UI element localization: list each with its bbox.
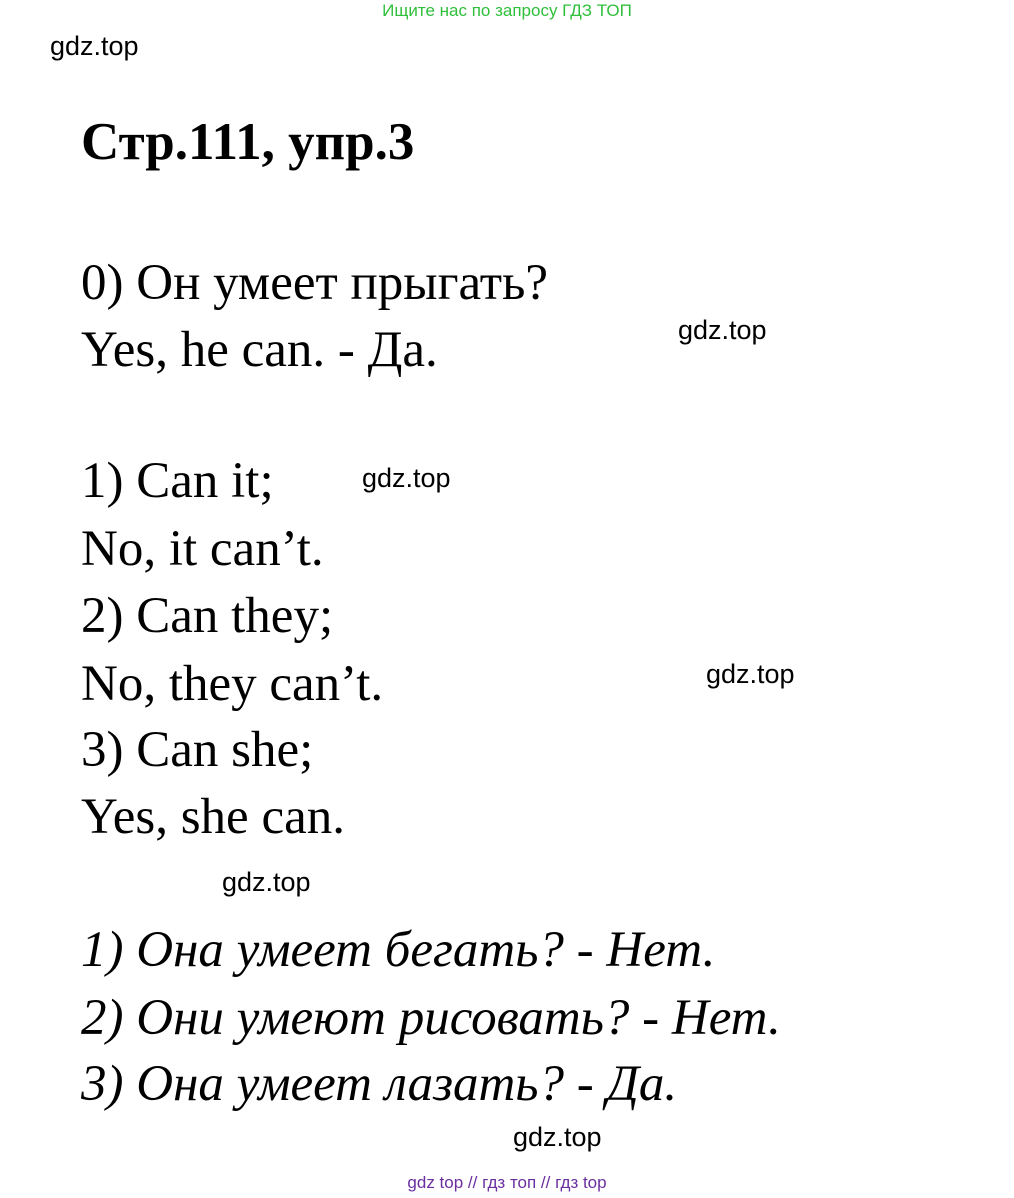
translation-line: 1) Она умеет бегать? - Нет. (81, 922, 716, 978)
watermark: gdz.top (678, 315, 767, 345)
watermark: gdz.top (222, 867, 311, 897)
answer-line: Yes, she can. (81, 789, 345, 845)
answer-line: 3) Can she; (81, 722, 314, 778)
answer-line: 1) Can it; (81, 453, 274, 509)
translation-line: 3) Она умеет лазать? - Да. (81, 1056, 678, 1112)
example-answer: Yes, he can. - Да. (81, 322, 438, 378)
page-title: Стр.111, упр.3 (81, 113, 415, 171)
example-question: 0) Он умеет прыгать? (81, 255, 548, 311)
watermark: gdz.top (50, 31, 139, 61)
watermark: gdz.top (362, 463, 451, 493)
watermark: gdz.top (706, 659, 795, 689)
top-banner-link[interactable]: Ищите нас по запросу ГДЗ ТОП (382, 1, 632, 20)
answer-line: 2) Can they; (81, 588, 334, 644)
watermark: gdz.top (513, 1122, 602, 1152)
answer-line: No, it can’t. (81, 521, 324, 577)
translation-line: 2) Они умеют рисовать? - Нет. (81, 990, 781, 1046)
answer-line: No, they can’t. (81, 656, 384, 712)
footer-links[interactable]: gdz top // гдз топ // гдз top (407, 1173, 607, 1192)
